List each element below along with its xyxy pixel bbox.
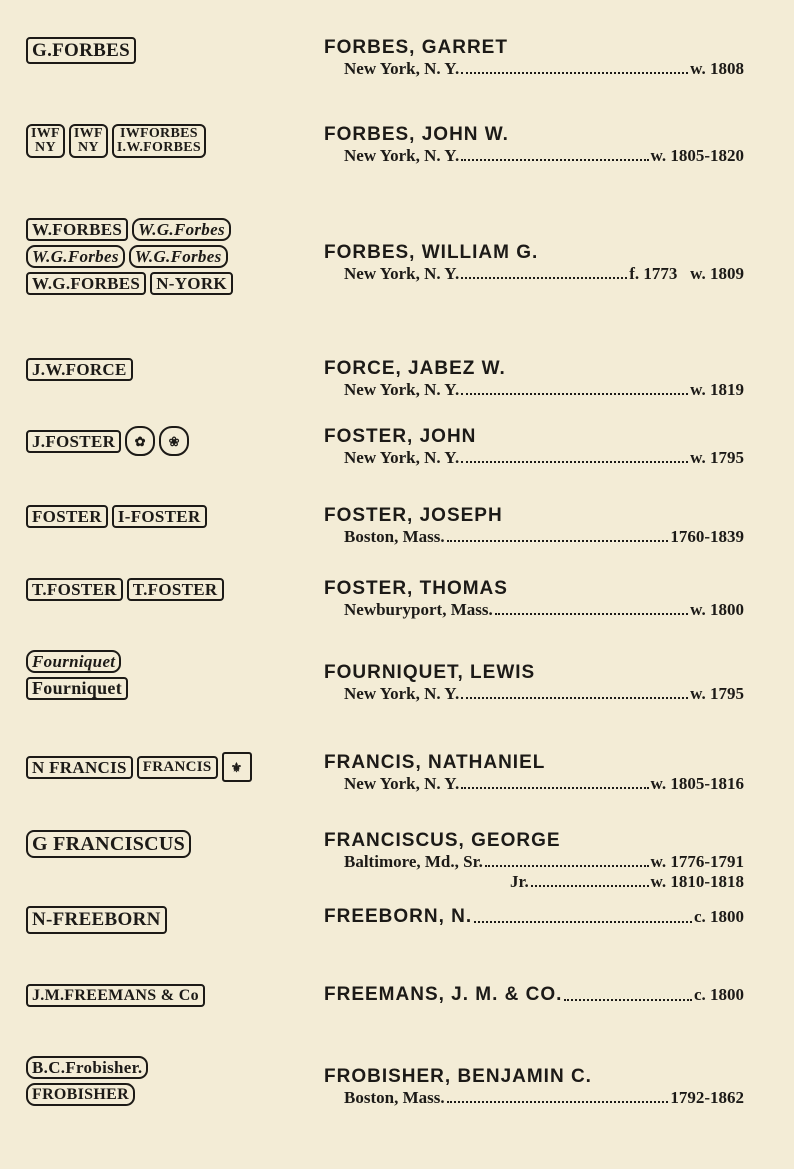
location: Baltimore, Md., Sr. bbox=[344, 852, 483, 871]
mark: Fourniquet bbox=[26, 677, 128, 700]
maker-line bbox=[324, 906, 744, 928]
mark: FROBISHER bbox=[26, 1083, 135, 1106]
maker-location-line bbox=[510, 872, 744, 892]
dates: w. 1805-1816 bbox=[650, 774, 744, 793]
mark: FRANCIS bbox=[137, 756, 218, 779]
mark: N-FREEBORN bbox=[26, 906, 167, 934]
mark: G FRANCISCUS bbox=[26, 830, 191, 858]
maker-location-line bbox=[344, 146, 744, 166]
maker-name: FREEBORN, N. bbox=[324, 906, 473, 927]
leader-dots bbox=[461, 264, 627, 279]
mark: T.FOSTER bbox=[127, 578, 224, 601]
maker-name: FRANCISCUS, GEORGE bbox=[324, 830, 561, 851]
dates: c. 1800 bbox=[693, 985, 744, 1004]
maker-marks bbox=[26, 650, 306, 704]
maker-location-line bbox=[344, 1088, 744, 1108]
dates: 1792-1862 bbox=[670, 1088, 744, 1107]
maker-location-line bbox=[344, 264, 744, 284]
mark: W.G.Forbes bbox=[132, 218, 231, 241]
dates: w. 1795 bbox=[690, 684, 744, 703]
seal-mark-icon: ⚜ bbox=[222, 752, 252, 782]
dates: w. 1819 bbox=[690, 380, 744, 399]
mark: J.W.FORCE bbox=[26, 358, 133, 381]
maker-name: FRANCIS, NATHANIEL bbox=[324, 752, 546, 773]
mark: FOSTER bbox=[26, 505, 108, 528]
leader-dots bbox=[461, 774, 648, 789]
mark: IWFORBES I.W.FORBES bbox=[112, 124, 206, 158]
maker-name: FOSTER, JOSEPH bbox=[324, 505, 503, 526]
maker-marks bbox=[26, 358, 306, 385]
seal-mark-icon: ❀ bbox=[159, 426, 189, 456]
leader-dots bbox=[485, 852, 649, 867]
maker-line bbox=[324, 984, 744, 1006]
maker-marks bbox=[26, 906, 306, 938]
dates: w. 1805-1820 bbox=[650, 146, 744, 165]
leader-dots bbox=[461, 59, 688, 74]
location: Boston, Mass. bbox=[344, 1088, 445, 1107]
location: Jr. bbox=[510, 872, 529, 891]
leader-dots bbox=[447, 1088, 669, 1103]
mark: W.G.FORBES bbox=[26, 272, 146, 295]
leader-dots bbox=[461, 684, 688, 699]
mark: W.G.Forbes bbox=[129, 245, 228, 268]
location: New York, N. Y. bbox=[344, 264, 460, 283]
dates: f. 1773 w. 1809 bbox=[629, 264, 744, 283]
maker-name: FOSTER, THOMAS bbox=[324, 578, 508, 599]
maker-location-line bbox=[344, 600, 744, 620]
dates: w. 1800 bbox=[690, 600, 744, 619]
mark: W.G.Forbes bbox=[26, 245, 125, 268]
leader-dots bbox=[531, 872, 649, 887]
location: New York, N. Y. bbox=[344, 146, 460, 165]
maker-location-line bbox=[344, 852, 744, 872]
dates: w. 1776-1791 bbox=[650, 852, 744, 871]
leader-dots bbox=[461, 448, 688, 463]
leader-dots bbox=[447, 527, 669, 542]
mark: IWF NY bbox=[26, 124, 65, 158]
mark: T.FOSTER bbox=[26, 578, 123, 601]
leader-dots bbox=[461, 146, 648, 161]
location: New York, N. Y. bbox=[344, 774, 460, 793]
maker-marks bbox=[26, 752, 306, 786]
maker-name: FORBES, JOHN W. bbox=[324, 124, 509, 145]
maker-location-line bbox=[344, 527, 744, 547]
maker-location-line bbox=[344, 448, 744, 468]
leader-dots bbox=[495, 600, 688, 615]
maker-marks bbox=[26, 37, 306, 68]
location: New York, N. Y. bbox=[344, 59, 460, 78]
maker-marks bbox=[26, 1056, 306, 1110]
dates: 1760-1839 bbox=[670, 527, 744, 546]
location: New York, N. Y. bbox=[344, 380, 460, 399]
maker-name: FORBES, WILLIAM G. bbox=[324, 242, 539, 263]
maker-name: FORBES, GARRET bbox=[324, 37, 508, 58]
maker-name: FORCE, JABEZ W. bbox=[324, 358, 506, 379]
maker-location-line bbox=[344, 59, 744, 79]
mark: IWF NY bbox=[69, 124, 108, 158]
location: New York, N. Y. bbox=[344, 684, 460, 703]
maker-location-line bbox=[344, 774, 744, 794]
mark: G.FORBES bbox=[26, 37, 136, 64]
maker-marks bbox=[26, 218, 306, 299]
seal-mark-icon: ✿ bbox=[125, 426, 155, 456]
maker-location-line bbox=[344, 684, 744, 704]
mark: N FRANCIS bbox=[26, 756, 133, 779]
maker-marks bbox=[26, 505, 306, 532]
maker-name: FREEMANS, J. M. & CO. bbox=[324, 984, 563, 1005]
leader-dots bbox=[461, 380, 688, 395]
leader-dots bbox=[474, 906, 692, 923]
mark: N-YORK bbox=[150, 272, 233, 295]
dates: w. 1810-1818 bbox=[650, 872, 744, 891]
dates: w. 1795 bbox=[690, 448, 744, 467]
mark: Fourniquet bbox=[26, 650, 121, 673]
maker-location-line bbox=[344, 380, 744, 400]
leader-dots bbox=[564, 984, 691, 1001]
location: Newburyport, Mass. bbox=[344, 600, 493, 619]
dates: w. 1808 bbox=[690, 59, 744, 78]
maker-name: FOSTER, JOHN bbox=[324, 426, 477, 447]
maker-marks bbox=[26, 984, 306, 1011]
location: New York, N. Y. bbox=[344, 448, 460, 467]
maker-marks bbox=[26, 426, 306, 460]
mark: J.FOSTER bbox=[26, 430, 121, 453]
maker-marks bbox=[26, 578, 306, 605]
mark: J.M.FREEMANS & Co bbox=[26, 984, 205, 1007]
maker-marks bbox=[26, 830, 306, 862]
mark: W.FORBES bbox=[26, 218, 128, 241]
maker-name: FOURNIQUET, LEWIS bbox=[324, 662, 536, 683]
mark: I-FOSTER bbox=[112, 505, 207, 528]
maker-name: FROBISHER, BENJAMIN C. bbox=[324, 1066, 592, 1087]
mark: B.C.Frobisher. bbox=[26, 1056, 148, 1079]
location: Boston, Mass. bbox=[344, 527, 445, 546]
dates: c. 1800 bbox=[693, 907, 744, 926]
maker-marks bbox=[26, 124, 306, 162]
